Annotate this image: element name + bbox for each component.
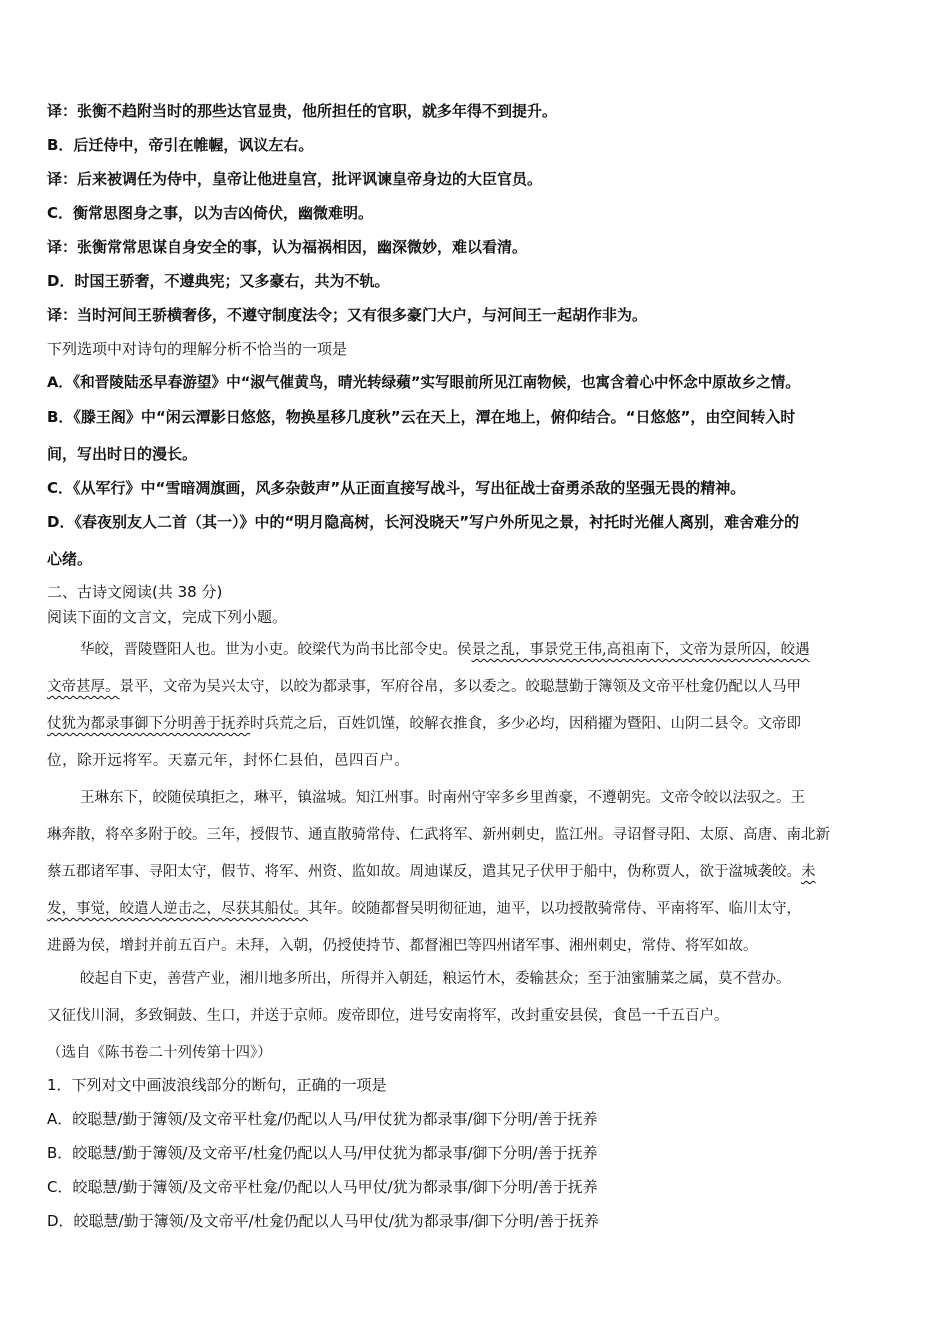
translation-line: 译：张衡不趋附当时的那些达官显贵，他所担任的官职，就多年得不到提升。 bbox=[47, 102, 558, 120]
poetry-option-d-continued: 心绪。 bbox=[47, 550, 93, 568]
option-c-sentence: C．衡常思图身之事，以为吉凶倚伏，幽微难明。 bbox=[47, 204, 374, 222]
question-1-stem: 1．下列对文中画波浪线部分的断句，正确的一项是 bbox=[47, 1076, 387, 1094]
question-1-option-d: D．皎聪慧/勤于簿领/及文帝平/杜龛仍配以人马甲仗/犹为都录事/御下分明/善于抚养 bbox=[47, 1212, 599, 1230]
passage-line: 位，除开远将军。天嘉元年，封怀仁县伯，邑四百户。 bbox=[47, 753, 410, 769]
wavy-underlined-text: 未 bbox=[801, 864, 816, 880]
question-1-option-a: A．皎聪慧/勤于簿领/及文帝平杜龛/仍配以人马/甲仗犹为都录事/御下分明/善于抚养 bbox=[47, 1110, 598, 1128]
passage-line: 华皎，晋陵暨阳人也。世为小吏。皎梁代为尚书比部令史。侯景之乱，事景党王伟,高祖南下，文帝为景所囚，皎遇 bbox=[80, 642, 810, 658]
passage-line: 琳奔散，将卒多附于皎。三年，授假节、通直散骑常侍、仁武将军、新州刺史，监江州。寻诏督寻阳、太原、高唐、南北新 bbox=[47, 827, 830, 843]
poetry-option-c: C．《从军行》中“雪暗凋旗画，风多杂鼓声”从正面直接写战斗，写出征战士奋勇杀敌的坚强无畏的精神。 bbox=[47, 479, 746, 497]
passage-line: 皎起自下吏，善营产业，湘川地多所出，所得并入朝廷，粮运竹木，委输甚众；至于油蜜脯菜之属，莫不营办。 bbox=[80, 971, 791, 987]
poetry-option-d: D．《春夜别友人二首（其一）》中的“明月隐高树，长河没晓天”写户外所见之景，衬托时光催人离别，难舍难分的 bbox=[47, 513, 800, 531]
passage-line: 发，事觉，皎遣人逆击之，尽获其船仗。其年。皎随都督吴明彻征迪，迪平，以功授散骑常侍、平南将军、临川太守， bbox=[47, 901, 801, 917]
question-1-option-c: C．皎聪慧/勤于簿领/及文帝平杜龛/仍配以人马甲仗/犹为都录事/御下分明/善于抚养 bbox=[47, 1178, 598, 1196]
translation-line: 译：后来被调任为侍中，皇帝让他进皇宫，批评讽谏皇帝身边的大臣官员。 bbox=[47, 170, 543, 188]
poetry-question-stem: 下列选项中对诗句的理解分析不恰当的一项是 bbox=[47, 340, 348, 358]
passage-line: 又征伐川洞，多致铜鼓、生口，并送于京师。废帝即位，进号安南将军，改封重安县侯，食邑一千五百户。 bbox=[47, 1008, 729, 1024]
section-heading: 二、古诗文阅读(共 38 分) bbox=[47, 583, 223, 601]
section-instruction: 阅读下面的文言文，完成下列小题。 bbox=[47, 608, 288, 626]
question-1-option-b: B．皎聪慧/勤于簿领/及文帝平/杜龛仍配以人马/甲仗犹为都录事/御下分明/善于抚养 bbox=[47, 1144, 598, 1162]
wavy-underlined-text: 发，事觉，皎遣人逆击之，尽获其船仗。 bbox=[47, 901, 308, 917]
passage-source: （选自《陈书卷二十列传第十四》） bbox=[47, 1045, 272, 1061]
wavy-underlined-text: 景之乱，事景党王伟,高祖南下，文帝为景所囚，皎遇 bbox=[471, 642, 810, 658]
passage-line: 王琳东下，皎随侯瑱拒之，琳平，镇湓城。知江州事。时南州守宰多乡里酋豪，不遵朝宪。文帝令皎以法驭之。王 bbox=[80, 790, 805, 806]
poetry-option-b-continued: 间，写出时日的漫长。 bbox=[47, 445, 198, 463]
poetry-option-a: A．《和晋陵陆丞早春游望》中“淑气催黄鸟，晴光转绿蘋”实写眼前所见江南物候，也寓含着心中怀念中原故乡之情。 bbox=[47, 374, 800, 391]
passage-line: 蔡五郡诸军事、寻阳太守，假节、将军、州资、监如故。周迪谋反，遣其兄子伏甲于船中，伪称贾人，欲于湓城袭皎。未 bbox=[47, 864, 816, 880]
passage-line: 进爵为侯，增封并前五百户。未拜，入朝，仍授使持节、都督湘巴等四州诸军事、湘州刺史，常侍、将军如故。 bbox=[47, 938, 758, 954]
translation-line: 译：张衡常常思谋自身安全的事，认为福祸相因，幽深微妙，难以看清。 bbox=[47, 238, 528, 256]
passage-line: 文帝甚厚。景平，文帝为吴兴太守，以皎为都录事，军府谷帛，多以委之。皎聪慧勤于簿领及文帝平杜龛仍配以人马甲 bbox=[47, 679, 801, 695]
wavy-underlined-text: 仗犹为都录事御下分明善于抚养 bbox=[47, 716, 250, 732]
translation-line: 译：当时河间王骄横奢侈，不遵守制度法令；又有很多豪门大户，与河间王一起胡作非为。 bbox=[47, 306, 648, 324]
poetry-option-b: B．《滕王阁》中“闲云潭影日悠悠，物换星移几度秋”云在天上，潭在地上，俯仰结合。“日悠悠”，由空间转入时 bbox=[47, 408, 796, 426]
passage-line: 仗犹为都录事御下分明善于抚养时兵荒之后，百姓饥馑，皎解衣推食，多少必均，因稍擢为暨阳、山阴二县令。文帝即 bbox=[47, 716, 801, 732]
option-d-sentence: D．时国王骄奢，不遵典宪；又多豪右，共为不轨。 bbox=[47, 272, 390, 290]
wavy-underlined-text: 文帝甚厚。 bbox=[47, 679, 120, 695]
option-b-sentence: B．后迁侍中，帝引在帷幄，讽议左右。 bbox=[47, 136, 314, 154]
